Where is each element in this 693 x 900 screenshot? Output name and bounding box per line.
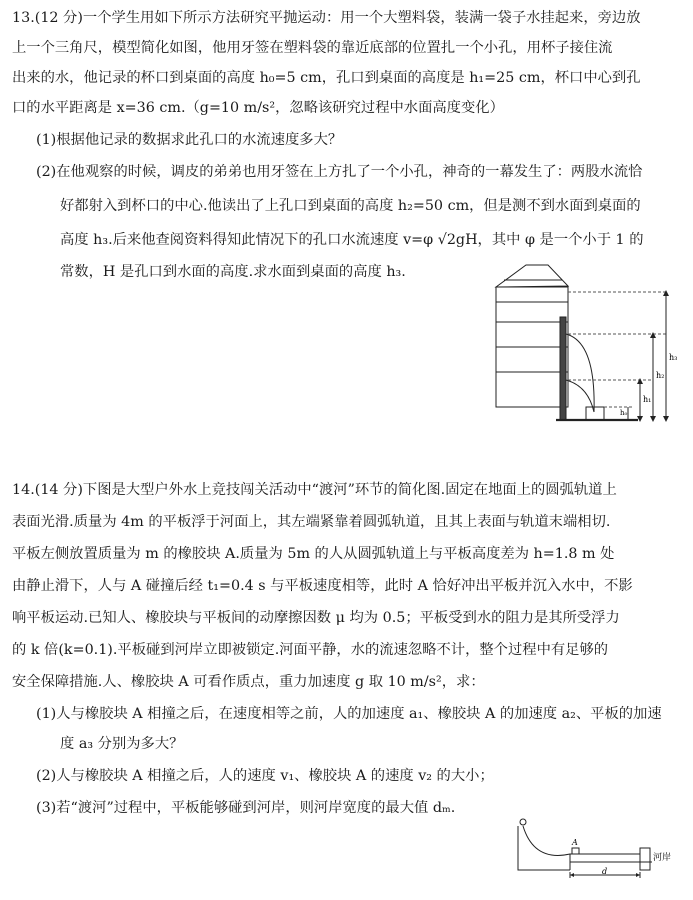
river-crossing-diagram [512, 814, 688, 882]
q13-part-1: (1)根据他记录的数据求此孔口的水流速度多大？ [36, 132, 343, 148]
q13-line-8: 高度 h₃.后来他查阅资料得知此情况下的孔口水流速度 v=φ √2gH，其中 φ 是一个小于 1 的 [60, 232, 644, 248]
q13-line-3: 出来的水，他记录的杯口到桌面的高度 h₀=5 cm，孔口到桌面的高度是 h₁=25 cm，杯口中心到孔 [12, 70, 641, 86]
q13-line-2: 上一个三角尺，模型简化如图，他用牙签在塑料袋的靠近底部的位置扎一个小孔，用杯子接住流 [12, 40, 613, 56]
q13-line-9: 常数，H 是孔口到水面的高度.求水面到桌面的高度 h₃. [60, 264, 406, 280]
q14-line-7: 安全保障措施.人、橡胶块 A 可看作质点，重力加速度 g 取 10 m/s²，求： [12, 674, 485, 690]
label-d: d [602, 867, 608, 876]
q14-line-3: 平板左侧放置质量为 m 的橡胶块 A.质量为 5m 的人从圆弧轨道上与平板高度差为 h=1.8 m 处 [12, 546, 615, 562]
q14-part-2: (2)人与橡胶块 A 相撞之后，人的速度 v₁、橡胶块 A 的速度 v₂ 的大小； [36, 768, 494, 784]
q14-line-1: 14.(14 分)下图是大型户外水上竞技闯关活动中“渡河”环节的简化图.固定在地面上的圆弧轨道上 [12, 482, 617, 498]
q14-figure [512, 814, 688, 882]
label-h1: h₁ [643, 395, 652, 404]
q14-line-6: 的 k 倍(k=0.1).平板碰到河岸立即被锁定.河面平静，水的流速忽略不计，整个过程中有足够的 [12, 642, 609, 658]
q14-line-5: 响平板运动.已知人、橡胶块与平板间的动摩擦因数 μ 均为 0.5；平板受到水的阻力是其所受浮力 [12, 610, 620, 626]
q14-part-3: (3)若“渡河”过程中，平板能够碰到河岸，则河岸宽度的最大值 dₘ. [36, 800, 456, 816]
q13-line-7: 好都射入到杯口的中心.他读出了上孔口到桌面的高度 h₂=50 cm，但是测不到水面到桌面的 [60, 198, 641, 214]
q13-part-2: (2)在他观察的时候，调皮的弟弟也用牙签在上方扎了一个小孔，神奇的一幕发生了：两股水流恰 [36, 164, 643, 180]
label-bank: 河岸 [653, 853, 672, 863]
q13-line-1: 13.(12 分)一个学生用如下所示方法研究平抛运动：用一个大塑料袋，装满一袋子水挂起来，旁边放 [12, 10, 641, 26]
label-h3: h₃ [669, 353, 678, 362]
q13-line-4: 口的水平距离是 x=36 cm.（g=10 m/s²，忽略该研究过程中水面高度变化） [12, 100, 504, 116]
label-h0: h₀ [620, 409, 628, 417]
label-h2: h₂ [656, 371, 665, 380]
water-bag-diagram [488, 262, 688, 440]
q13-figure [488, 262, 688, 440]
q14-line-2: 表面光滑.质量为 4m 的平板浮于河面上，其左端紧靠着圆弧轨道，且其上表面与轨道末端相切. [12, 514, 611, 530]
q14-part-1: (1)人与橡胶块 A 相撞之后，在速度相等之前，人的加速度 a₁、橡胶块 A 的加速度 a₂、平板的加速 [36, 706, 662, 722]
q14-part-1-cont: 度 a₃ 分别为多大？ [60, 736, 184, 752]
q14-line-4: 由静止滑下，人与 A 碰撞后经 t₁=0.4 s 与平板速度相等，此时 A 恰好冲出平板并沉入水中，不影 [12, 578, 633, 594]
label-a: A [572, 838, 578, 847]
